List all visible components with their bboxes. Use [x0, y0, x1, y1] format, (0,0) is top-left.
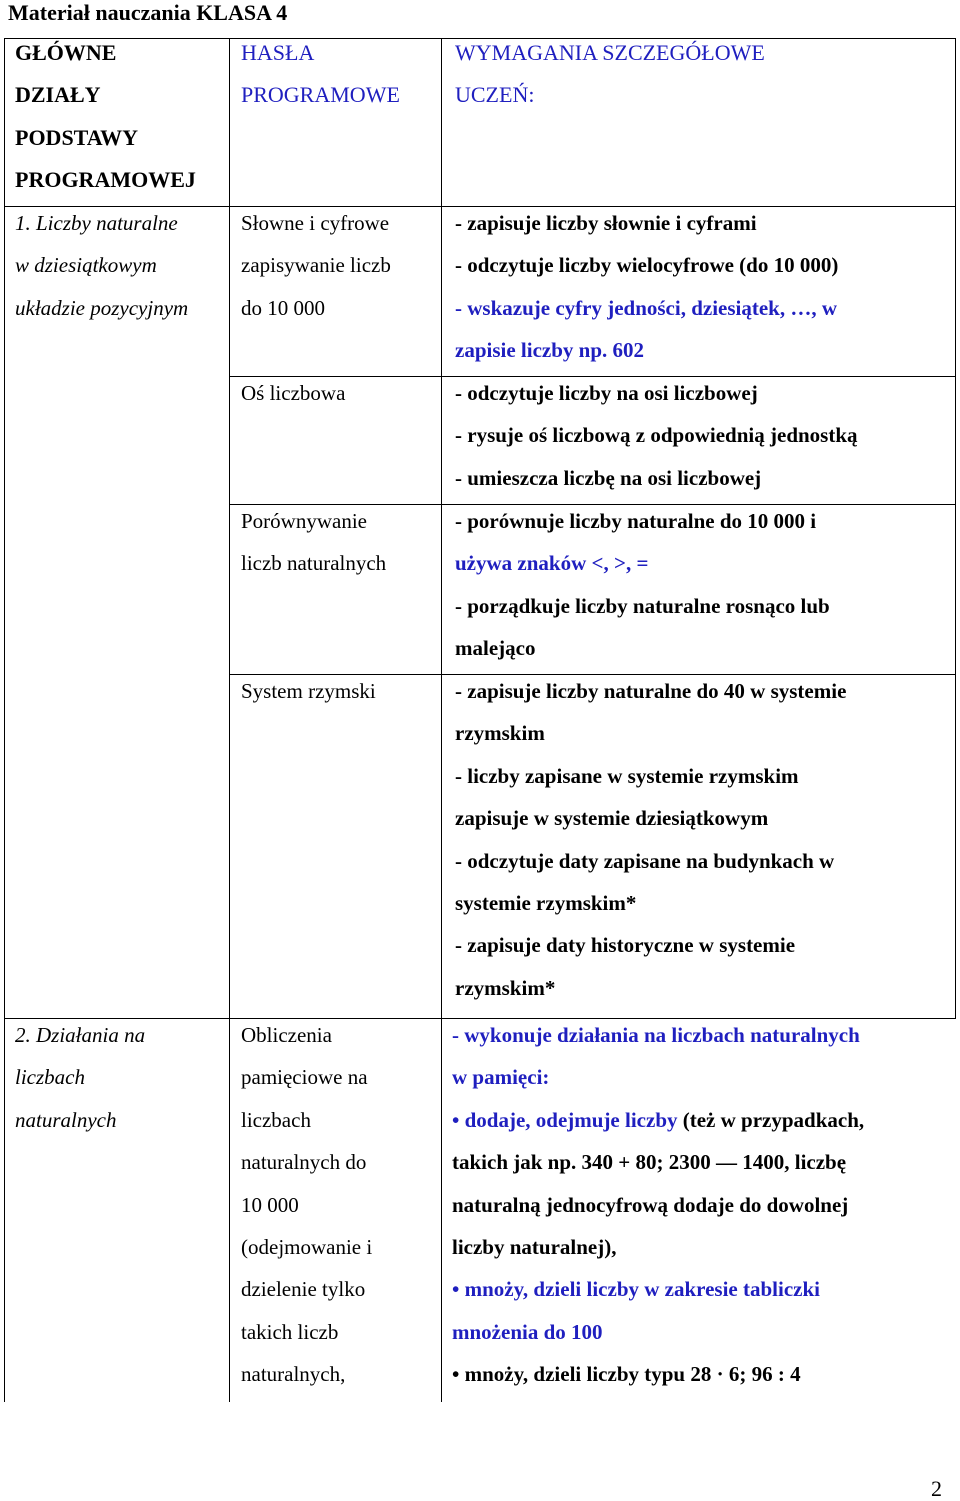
topic-requirements: - zapisuje liczby słownie i cyframi - odczytuje liczby wielocyfrowe (do 10 000) - wskazuje cyfry jedności, dziesiątek, …, w zapisie liczby np. 602 [455, 211, 839, 363]
section-name-operations: 2. Działania na liczbach naturalnych [15, 1023, 146, 1132]
topic-label: Porównywanie liczb naturalnych [241, 509, 387, 576]
header-main-sections: GŁÓWNE DZIAŁY PODSTAWY PROGRAMOWEJ [15, 40, 196, 193]
header-detailed-requirements: WYMAGANIA SZCZEGÓŁOWE UCZEŃ: [455, 40, 765, 108]
page-number: 2 [931, 1476, 942, 1501]
topic-label: Oś liczbowa [241, 381, 346, 405]
header-program-topics: HASŁA PROGRAMOWE [241, 40, 400, 108]
table-column-divider-1 [229, 38, 230, 1402]
topic-requirements: - zapisuje liczby naturalne do 40 w systemie rzymskim - liczby zapisane w systemie rzymskim zapisuje w systemie dziesiątkowym - odczytuje daty zapisane na budynkach w systemie rzymskim* - zapisuje daty historyczne w systemie rzymskim* [455, 679, 847, 1000]
requirement-bullet-text: (też w przypadkach, [677, 1107, 865, 1132]
table-border-right [955, 38, 956, 1018]
topic-requirements: - wykonuje działania na liczbach naturalnych w pamięci: • dodaje, odejmuje liczby (też w przypadkach, takich jak np. 340 + 80; 2300 — 1400, liczbę naturalną jednocyfrową dodaje do dowolnej liczby naturalnej), • mnoży, dzieli liczby w zakresie tabliczki mnożenia do 100 • mnoży, dzieli liczby typu 28 · 6; 96 : 4 [452, 1023, 865, 1387]
requirement-bullet-text: • dodaje, odejmuje liczby [452, 1107, 678, 1132]
section-name-natural-numbers: 1. Liczby naturalne w dziesiątkowym układzie pozycyjnym [15, 211, 189, 320]
table-border-left [4, 38, 5, 1402]
topic-label: Obliczenia pamięciowe na liczbach naturalnych do 10 000 (odejmowanie i dzielenie tylko takich liczb naturalnych, [241, 1023, 373, 1387]
topic-label: System rzymski [241, 679, 376, 703]
topic-requirements: - odczytuje liczby na osi liczbowej - rysuje oś liczbową z odpowiednią jednostką - umieszcza liczbę na osi liczbowej [455, 381, 858, 490]
topic-requirements: - porównuje liczby naturalne do 10 000 i używa znaków <, >, = - porządkuje liczby naturalne rosnąco lub malejąco [455, 509, 830, 661]
table-column-divider-2 [441, 38, 442, 1402]
curriculum-table [4, 38, 956, 1402]
topic-label: Słowne i cyfrowe zapisywanie liczb do 10 000 [241, 211, 391, 320]
document-title: Materiał nauczania KLASA 4 [8, 0, 288, 25]
